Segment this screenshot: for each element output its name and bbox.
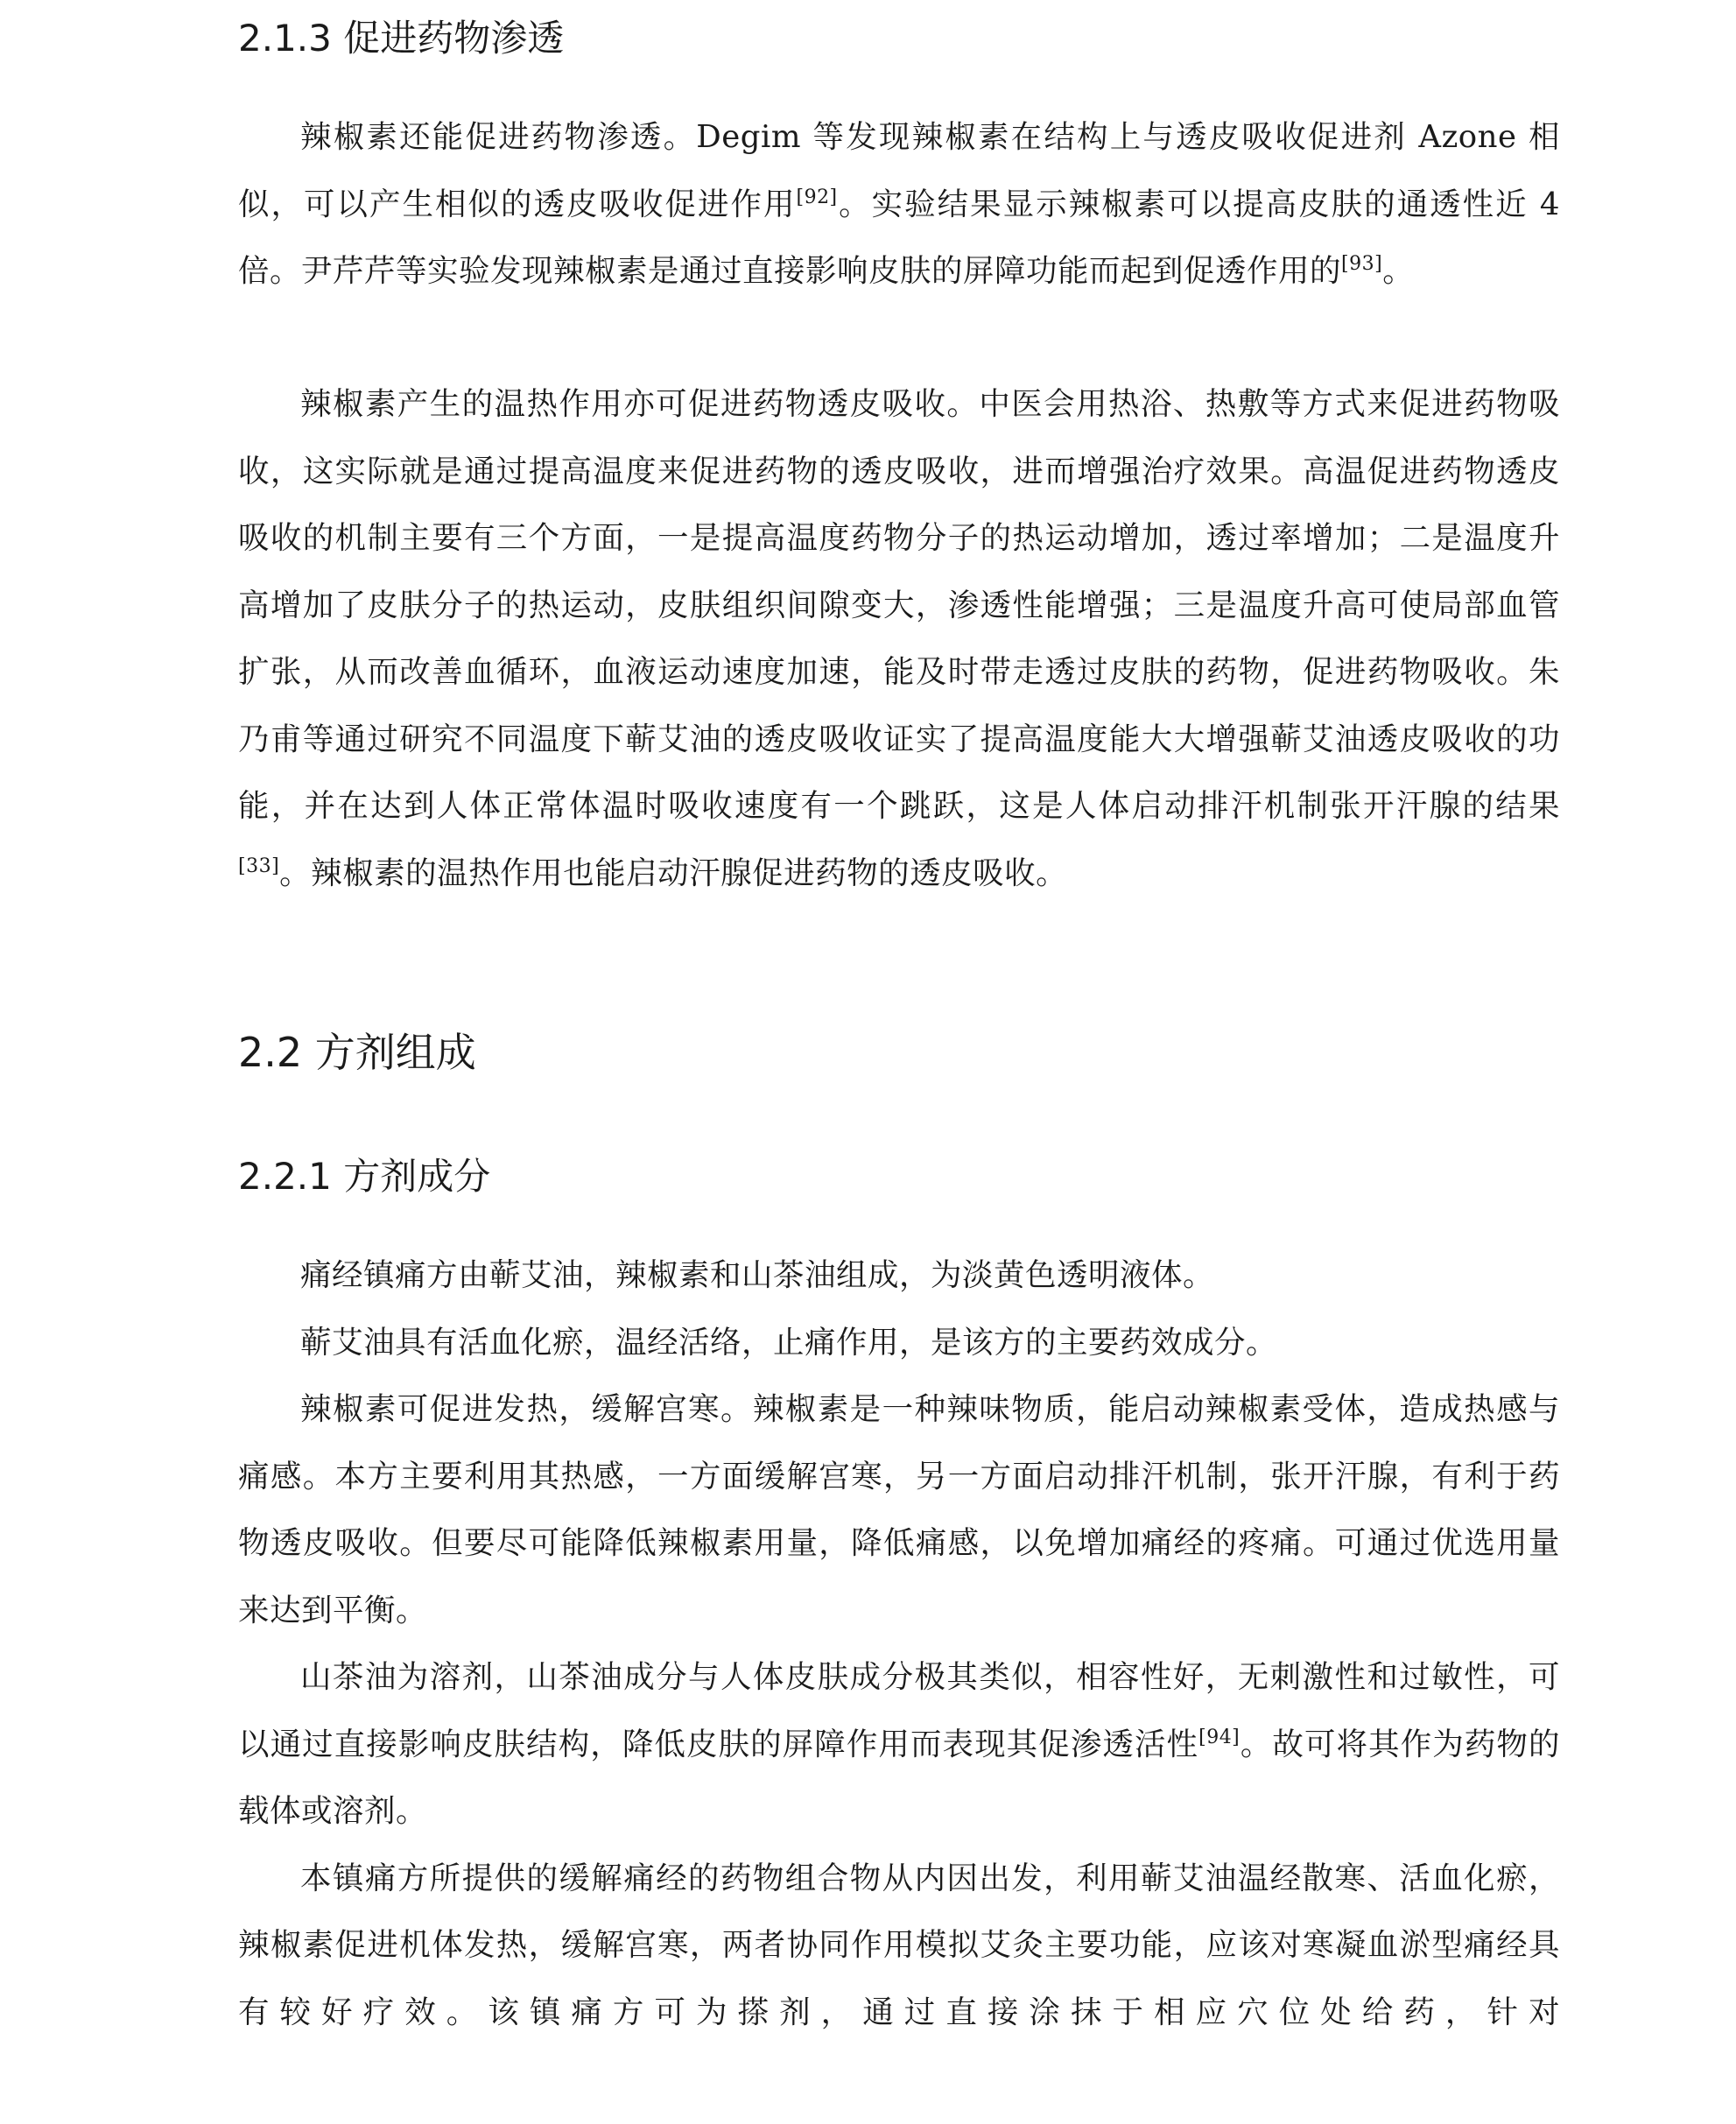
section-2-2-1-body [238,1242,1560,2046]
citation-93: [93] [1341,253,1383,276]
paragraph-text: 山茶油为溶剂，山茶油成分与人体皮肤成分极其类似，相容性好，无刺激性和过敏性，可以通过直接影响皮肤结构，降低皮肤的屏障作用而表现其促渗透活性 [238,1659,1560,1762]
paragraph-text: 辣椒素产生的温热作用亦可促进药物透皮吸收。中医会用热浴、热敷等方式来促进药物吸收，这实际就是通过提高温度来促进药物的透皮吸收，进而增强治疗效果。高温促进药物透皮吸收的机制主要有三个方面，一是提高温度药物分子的热运动增加，透过率增加；二是温度升高增加了皮肤分子的热运动，皮肤组织间隙变大，渗透性能增强；三是温度升高可使局部血管扩张，从而改善血循环，血液运动速度加速，能及时带走透过皮肤的药物，促进药物吸收。朱乃甫等通过研究不同温度下蕲艾油的透皮吸收证实了提高温度能大大增强蕲艾油透皮吸收的功能，并在达到人体正常体温时吸收速度有一个跳跃，这是人体启动排汗机制张开汗腺的结果 [238,386,1560,824]
section-2-1-3-paragraph-2 [238,371,1560,907]
section-2-1-3-paragraph-1 [238,104,1560,306]
citation-33: [33] [238,855,280,877]
citation-92: [92] [796,186,838,208]
paragraph-text: 。 [1382,253,1415,289]
paragraph-text: 。辣椒素的温热作用也能启动汗腺促进药物的透皮吸收。 [279,855,1068,891]
citation-94: [94] [1198,1726,1241,1748]
section-heading-2-1-3: 2.1.3 促进药物渗透 [238,17,565,60]
paragraph: 辣椒素可促进发热，缓解宫寒。辣椒素是一种辣味物质，能启动辣椒素受体，造成热感与痛感。本方主要利用其热感，一方面缓解宫寒，另一方面启动排汗机制，张开汗腺，有利于药物透皮吸收。但要尽可能降低辣椒素用量，降低痛感，以免增加痛经的疼痛。可通过优选用量来达到平衡。 [238,1391,1560,1628]
paragraph [238,1644,1560,1846]
section-heading-2-2-1: 2.2.1 方剂成分 [238,1155,491,1198]
section-heading-2-2: 2.2 方剂组成 [238,1029,476,1076]
paragraph: 痛经镇痛方由蕲艾油，辣椒素和山茶油组成，为淡黄色透明液体。 [300,1257,1215,1293]
paragraph-text: 辣椒素还能促进药物渗透。Degim 等发现辣椒素在结构上与透皮吸收促进剂 Azone 相似，可以产生相似的透皮吸收促进作用 [238,119,1560,222]
paragraph-text: 。故可将其作为药物的载体或溶剂。 [238,1726,1560,1829]
paragraph: 蕲艾油具有活血化瘀，温经活络，止痛作用，是该方的主要药效成分。 [300,1324,1278,1361]
paragraph: 本镇痛方所提供的缓解痛经的药物组合物从内因出发，利用蕲艾油温经散寒、活血化瘀，辣椒素促进机体发热，缓解宫寒，两者协同作用模拟艾灸主要功能，应该对寒凝血淤型痛经具有较好疗效。该镇痛方可为搽剂，通过直接涂抹于相应穴位处给药，针对 [238,1860,1560,2030]
paragraph [238,104,1560,306]
paragraph [238,371,1560,907]
paragraph-text: 。实验结果显示辣椒素可以提高皮肤的通透性近 4 倍。尹芹芹等实验发现辣椒素是通过直接影响皮肤的屏障功能而起到促透作用的 [238,186,1560,289]
